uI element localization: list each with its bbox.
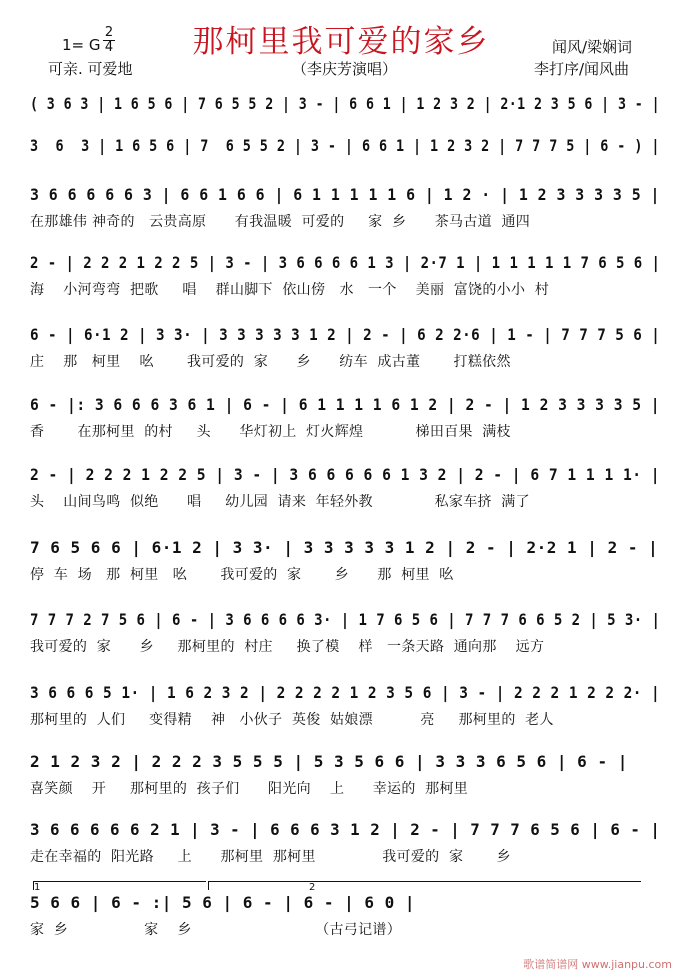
notation-row-13: 5 6 6 | 6 - :| 5 6 | 6 - | 6 - | 6 0 | [30,893,416,912]
lyric-row-5: 庄 那 柯里 吆 我可爱的 家 乡 纺车 成古董 打糕依然 [30,354,511,370]
lyric-row-10: 那柯里的 人们 变得精 神 小伙子 英俊 姑娘漂 亮 那柯里的 老人 [30,712,554,728]
lyric-row-6: 香 在那柯里 的村 头 华灯初上 灯火辉煌 梯田百果 满枝 [30,424,511,440]
notation-row-7: 2 - | 2 2 2 1 2 2 5 | 3 - | 3 6 6 6 6 6 1 3 2 | 2 - | 6 7 1 1 1 1· | [30,465,661,484]
song-title: 那柯里我可爱的家乡 [192,24,490,60]
volta-first-label: 1 [34,882,41,893]
time-top: 2 [104,25,114,40]
key-signature: 1= G [62,36,101,54]
watermark: 歌谱简谱网 www.jianpu.com [523,958,672,971]
expression-mark: 可亲. 可爱地 [48,60,133,78]
lyric-row-7: 头 山间鸟鸣 似绝 唱 幼儿园 请来 年轻外教 私家车挤 满了 [30,494,530,510]
singer-credit: （李庆芳演唱） [292,60,398,78]
notation-row-4: 2 - | 2 2 2 1 2 2 5 | 3 - | 3 6 6 6 6 1 3 | 2·7 1 | 1 1 1 1 1 7 6 5 6 | [30,253,661,272]
time-bottom: 4 [104,40,114,55]
lyric-row-8: 停 车 场 那 柯里 吆 我可爱的 家 乡 那 柯里 吆 [30,567,454,583]
volta-second-label: 2 [309,882,316,893]
notation-row-10: 3 6 6 6 5 1· | 1 6 2 3 2 | 2 2 2 2 1 2 3 5 6 | 3 - | 2 2 2 1 2 2 2· | [30,683,661,702]
notation-row-6: 6 - |: 3 6 6 6 3 6 1 | 6 - | 6 1 1 1 1 6 1 2 | 2 - | 1 2 3 3 3 3 5 | [30,395,661,414]
lyric-row-13: 家 乡 家 乡 （古弓记谱） [30,922,402,938]
lyricist-credit: 闻风/梁娴词 [552,38,633,56]
notation-row-5: 6 - | 6·1 2 | 3 3· | 3 3 3 3 3 1 2 | 2 - | 6 2 2·6 | 1 - | 7 7 7 5 6 | [30,325,661,344]
volta-second [208,881,641,893]
time-signature [102,26,116,55]
volta-first [33,881,206,893]
composer-credit: 李打序/闻风曲 [534,60,630,78]
lyric-row-3: 在那雄伟 神奇的 云贵高原 有我温暖 可爱的 家 乡 茶马古道 通四 [30,214,531,230]
lyric-row-4: 海 小河弯弯 把歌 唱 群山脚下 依山傍 水 一个 美丽 富饶的小小 村 [30,282,550,298]
notation-row-3: 3 6 6 6 6 6 3 | 6 6 1 6 6 | 6 1 1 1 1 1 6 | 1 2 · | 1 2 3 3 3 3 5 | [30,185,660,204]
lyric-row-12: 走在幸福的 阳光路 上 那柯里 那柯里 我可爱的 家 乡 [30,849,511,865]
notation-row-9: 7 7 7 2 7 5 6 | 6 - | 3 6 6 6 6 3· | 1 7 6 5 6 | 7 7 7 6 6 5 2 | 5 3· | [30,610,661,629]
lyric-row-9: 我可爱的 家 乡 那柯里的 村庄 换了模 样 一条天路 通向那 远方 [30,639,545,655]
notation-row-8: 7 6 5 6 6 | 6·1 2 | 3 3· | 3 3 3 3 3 1 2 | 2 - | 2·2 1 | 2 - | [30,538,659,557]
notation-row-11: 2 1 2 3 2 | 2 2 2 3 5 5 5 | 5 3 5 6 6 | 3 3 3 6 5 6 | 6 - | [30,752,628,771]
lyric-row-11: 喜笑颜 开 那柯里的 孩子们 阳光向 上 幸运的 那柯里 [30,781,469,797]
notation-row-1: ( 3 6 3 | 1 6 5 6 | 7 6 5 5 2 | 3 - | 6 6 1 | 1 2 3 2 | 2·1 2 3 5 6 | 3 - | [30,94,660,113]
notation-row-12: 3 6 6 6 6 6 2 1 | 3 - | 6 6 6 3 1 2 | 2 - | 7 7 7 6 5 6 | 6 - | [30,820,661,839]
notation-row-2: 3 6 3 | 1 6 5 6 | 7 6 5 5 2 | 3 - | 6 6 1 | 1 2 3 2 | 7 7 7 5 | 6 - ) | [30,136,660,155]
